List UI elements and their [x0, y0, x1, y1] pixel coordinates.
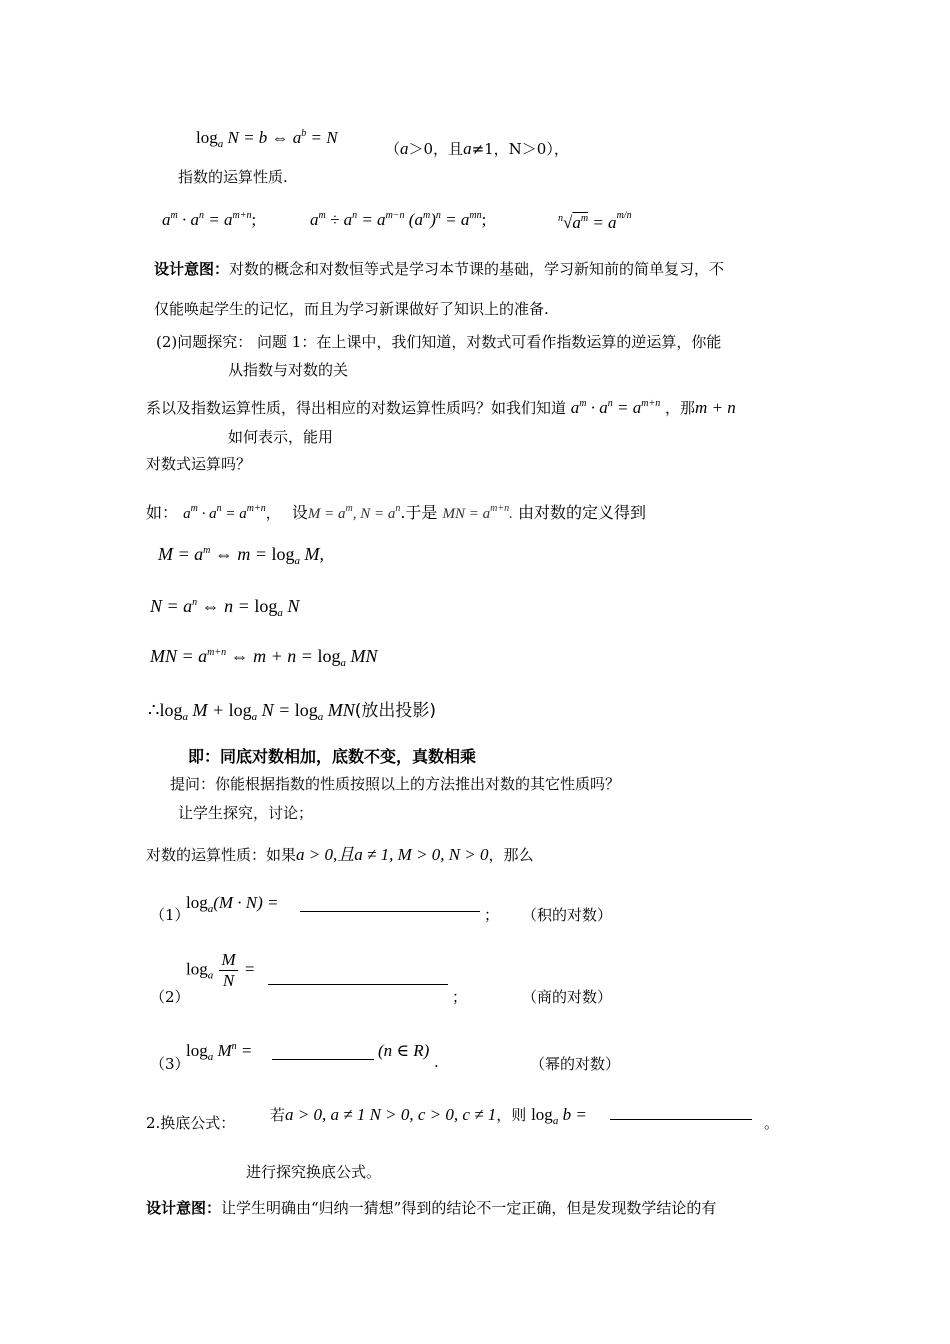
property-item-3-blank[interactable]: [272, 1041, 374, 1060]
projection-note: (放出投影): [354, 701, 437, 721]
property-item-1-name: （积的对数）: [522, 906, 613, 924]
property-item-2-sep: ；: [452, 988, 468, 1006]
exp-formula-quotient-power: $a^m \div a^n = a^{m-n}$ $(a^m)^n = a^{mn}$;: [310, 210, 487, 229]
log-def-mid: N = b ⇔ a: [227, 128, 302, 147]
cond-text-2: ≠1，N＞0），: [471, 140, 569, 158]
property-item-3-num: （3）: [150, 1055, 190, 1073]
fraction-numerator: M: [221, 950, 236, 969]
derivation-ru: 如：: [146, 503, 179, 522]
derivation-line-3: MN = $a^{m+n}$ ⇔ $m + n = \log_a$ MN: [150, 646, 378, 669]
derivation-question: 提问：你能根据指数的性质按照以上的方法推出对数的其它性质吗？: [170, 775, 621, 793]
derivation-step0: $a^m \cdot a^n = a^{m+n}$，: [183, 503, 281, 522]
properties-intro-pre: 对数的运算性质：如果: [146, 846, 297, 864]
properties-intro-cond: a > 0,且a ≠ 1, M > 0, N > 0: [296, 845, 489, 864]
property-item-1-num: （1）: [150, 906, 190, 924]
cond-text-1: ＞0，且: [408, 140, 464, 158]
property-item-1-formula: $\log_a(M \cdot N)$ =: [186, 893, 279, 915]
properties-intro: [146, 840, 534, 865]
exp-formula-product: $a^m \cdot a^n = a^{m+n}$;: [162, 210, 257, 229]
property-item-1-sep: ；: [484, 906, 500, 924]
inquiry-line5: 对数式运算吗？: [146, 455, 252, 473]
property-item-1-blank[interactable]: [300, 893, 480, 912]
change-base-line: [270, 1104, 587, 1127]
property-item-2-name: （商的对数）: [522, 988, 613, 1006]
design-intent-2-label: 设计意图：: [146, 1199, 222, 1217]
change-base-ruo: 若: [270, 1106, 286, 1124]
log-base: a: [217, 138, 224, 150]
log-word: log: [196, 128, 218, 147]
change-base-cond: a > 0, a ≠ 1 N > 0, c > 0, c ≠ 1: [285, 1105, 497, 1124]
change-base-end: 。: [764, 1114, 780, 1132]
derivation-mn: MN = $a^{m+n}$.: [442, 503, 513, 522]
derivation-discuss: 让学生探究，讨论；: [178, 804, 314, 822]
log-def-rhs: = N: [310, 128, 338, 147]
inquiry-line3-tail: m + n: [695, 398, 736, 417]
cond-a-2: a: [463, 139, 472, 158]
exp-props-label: 指数的运算性质.: [178, 168, 288, 186]
change-base-label: 2.换底公式：: [146, 1114, 236, 1132]
change-base-blank[interactable]: [610, 1101, 752, 1120]
inquiry-line4: 如何表示，能用: [228, 428, 334, 446]
derivation-she: 设: [291, 503, 308, 522]
property-item-3-formula: $\log_a M^n$ =: [186, 1041, 253, 1063]
design-intent-1-text1: 对数的概念和对数恒等式是学习本节课的基础，学习新知前的简单复习，不: [229, 260, 725, 278]
change-base-ze: ，则: [496, 1106, 527, 1124]
inquiry-line3-post: ，那: [665, 399, 696, 417]
inquiry-line2: 从指数与对数的关: [228, 361, 349, 379]
derivation-set: $M = a^m$, $N = a^n$: [307, 503, 401, 522]
design-intent-2-line: [146, 1197, 716, 1218]
property-item-2-fraction: [219, 950, 237, 991]
derivation-summary: 即：同底对数相加，底数不变，真数相乘: [188, 747, 477, 766]
property-item-2-num: （2）: [150, 988, 190, 1006]
fraction-denominator: N: [222, 971, 235, 990]
change-base-explore: 进行探究换底公式。: [246, 1163, 382, 1181]
inquiry-line1: (2)问题探究： 问题 1：在上课中，我们知道，对数式可看作指数运算的逆运算，你能: [156, 333, 722, 351]
property-item-2-blank[interactable]: [268, 966, 448, 985]
design-intent-1-line2: 仅能唤起学生的记忆，而且为学习新课做好了知识上的准备.: [154, 300, 549, 318]
properties-intro-post: ，那么: [488, 846, 534, 864]
inquiry-line3-pre: 系以及指数运算性质，得出相应的对数运算性质吗？如我们知道: [146, 399, 567, 417]
derivation-line-4: $\therefore\log_a$ $M + \log_a N = \log_a MN$(放出投影): [148, 700, 437, 723]
design-intent-2-text: 让学生明确由“归纳一猜想”得到的结论不一定正确，但是发现数学结论的有: [221, 1199, 717, 1217]
derivation-tail: 由对数的定义得到: [512, 503, 646, 522]
derivation-line-1: $M = a^m$ ⇔ $m = \log_a M$,: [158, 544, 325, 567]
inquiry-line3-formula: $a^m \cdot a^n = a^{m+n}$: [570, 398, 661, 417]
change-base-formula: $\log_a b$ =: [531, 1105, 587, 1127]
derivation-intro-line: [146, 500, 646, 523]
property-item-3-cond: (n ∈ R): [378, 1041, 430, 1060]
derivation-yushi: .于是: [400, 503, 438, 522]
exp-formula-root: $^n√a^m = a^{m/n}$: [558, 210, 632, 232]
log-def-exp: b: [301, 128, 307, 139]
derivation-line-2: $N = a^n$ ⇔ $n = \log_a N$: [150, 596, 300, 619]
design-intent-1-label: 设计意图：: [154, 260, 230, 278]
log-definition-conditions: [385, 138, 569, 159]
property-item-3-sep: .: [434, 1053, 439, 1071]
inquiry-line3: [146, 397, 736, 418]
cond-a: a: [400, 139, 409, 158]
property-item-2-formula: $\log_a$ $\frac{M}{N}$ =: [186, 950, 256, 990]
log-definition-formula: [196, 128, 338, 150]
property-item-3-name: （幂的对数）: [530, 1055, 621, 1073]
cond-paren: （: [385, 140, 401, 158]
design-intent-1-line1: [154, 258, 724, 279]
